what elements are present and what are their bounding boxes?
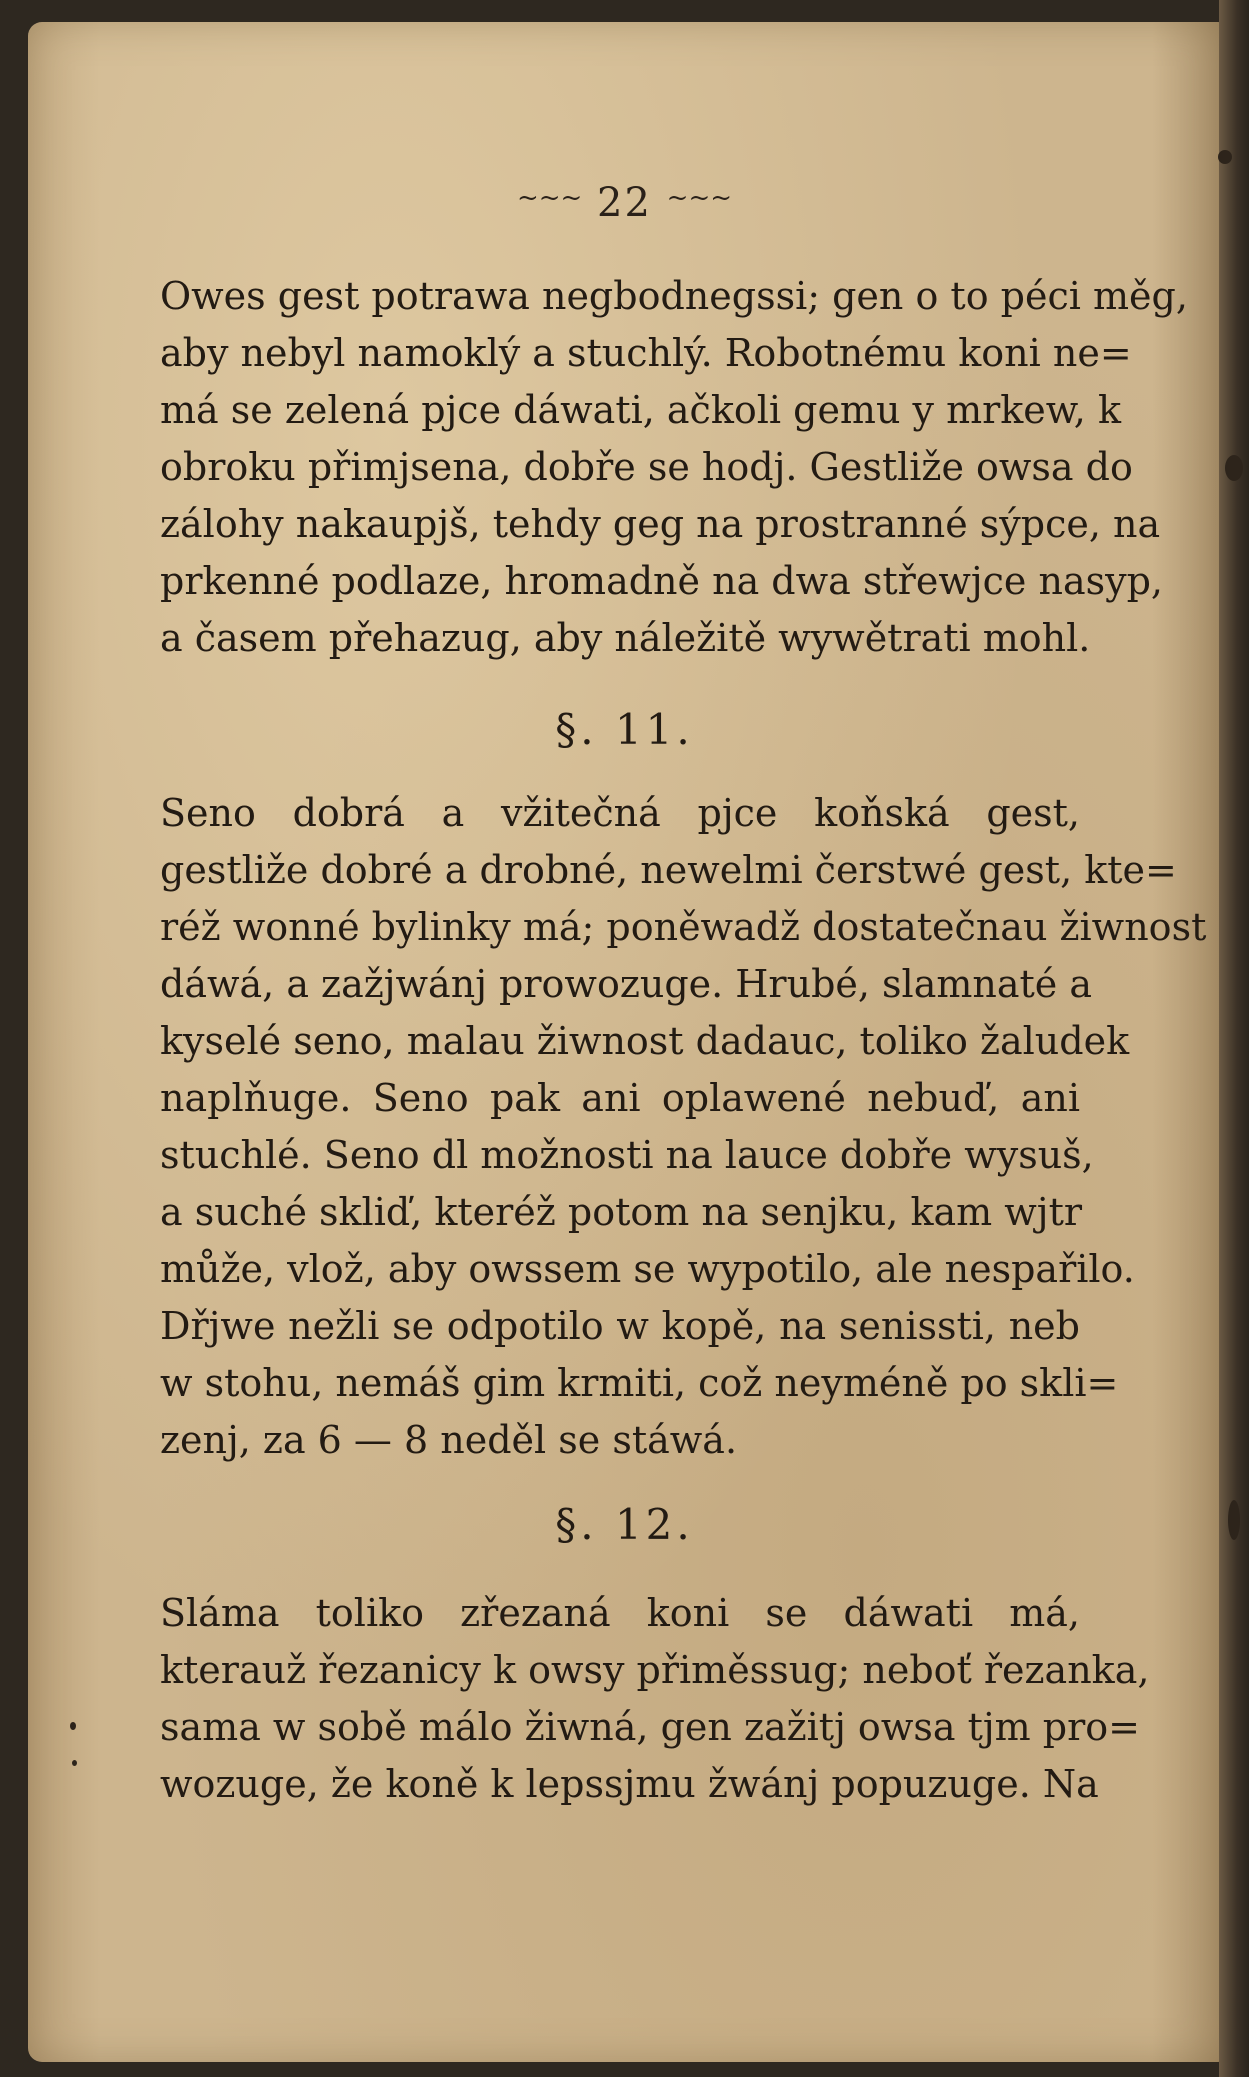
text-line: wozuge, že koně k lepssjmu žwánj popuzuge. Na	[160, 1762, 1099, 1806]
section-heading-12: §. 12.	[555, 1500, 694, 1549]
ink-speck	[72, 1760, 77, 1766]
text-line: stuchlé. Seno dl možnosti na lauce dobře wysuš,	[160, 1133, 1094, 1177]
text-line: a časem přehazug, aby náležitě wywětrati mohl.	[160, 616, 1091, 660]
text-line: Seno dobrá a vžitečná pjce koňská gest,	[160, 791, 1080, 835]
text-line: a suché skliď, kteréž potom na senjku, kam wjtr	[160, 1190, 1083, 1234]
ink-speck	[1228, 1500, 1240, 1540]
text-line: Sláma toliko zřezaná koni se dáwati má,	[160, 1591, 1080, 1635]
paragraph-1	[160, 268, 1188, 667]
text-line: Dřjwe nežli se odpotilo w kopě, na senissti, neb	[160, 1304, 1080, 1348]
text-line: prkenné podlaze, hromadně na dwa střewjce nasyp,	[160, 559, 1163, 603]
text-line: zenj, za 6 — 8 neděl se stáwá.	[160, 1418, 738, 1462]
section-heading-11: §. 11.	[555, 705, 694, 754]
text-line: zálohy nakaupjš, tehdy geg na prostranné sýpce, na	[160, 502, 1161, 546]
paragraph-2	[160, 785, 1207, 1469]
text-line: sama w sobě málo žiwná, gen zažitj owsa tjm pro=	[160, 1705, 1140, 1749]
text-line: aby nebyl namoklý a stuchlý. Robotnému koni ne=	[160, 331, 1132, 375]
text-line: w stohu, nemáš gim krmiti, což neyméně po skli=	[160, 1361, 1119, 1405]
text-line: kterauž řezanicy k owsy přiměssug; neboť řezanka,	[160, 1648, 1150, 1692]
text-line: může, vlož, aby owssem se wypotilo, ale nespařilo.	[160, 1247, 1135, 1291]
ink-speck	[1225, 455, 1243, 481]
text-line: obroku přimjsena, dobře se hodj. Gestliže owsa do	[160, 445, 1133, 489]
book-gutter	[1219, 0, 1249, 2077]
ink-speck	[1218, 150, 1232, 164]
text-line: Owes gest potrawa negbodnegssi; gen o to péci měg,	[160, 274, 1188, 318]
page-number: 22	[597, 180, 652, 226]
text-line: réž wonné bylinky má; poněwadž dostatečnau žiwnost	[160, 905, 1207, 949]
running-head	[0, 180, 1249, 226]
text-line: gestliže dobré a drobné, newelmi čerstwé gest, kte=	[160, 848, 1177, 892]
text-line: naplňuge. Seno pak ani oplawené nebuď, ani	[160, 1076, 1080, 1120]
text-line: kyselé seno, malau žiwnost dadauc, toliko žaludek	[160, 1019, 1130, 1063]
text-line: má se zelená pjce dáwati, ačkoli gemu y mrkew, k	[160, 388, 1121, 432]
text-line: dáwá, a zažjwánj prowozuge. Hrubé, slamnaté a	[160, 962, 1093, 1006]
ink-speck	[70, 1722, 76, 1730]
ornament-right: ~~~	[666, 183, 733, 213]
ornament-left: ~~~	[516, 183, 583, 213]
paragraph-3	[160, 1585, 1150, 1813]
